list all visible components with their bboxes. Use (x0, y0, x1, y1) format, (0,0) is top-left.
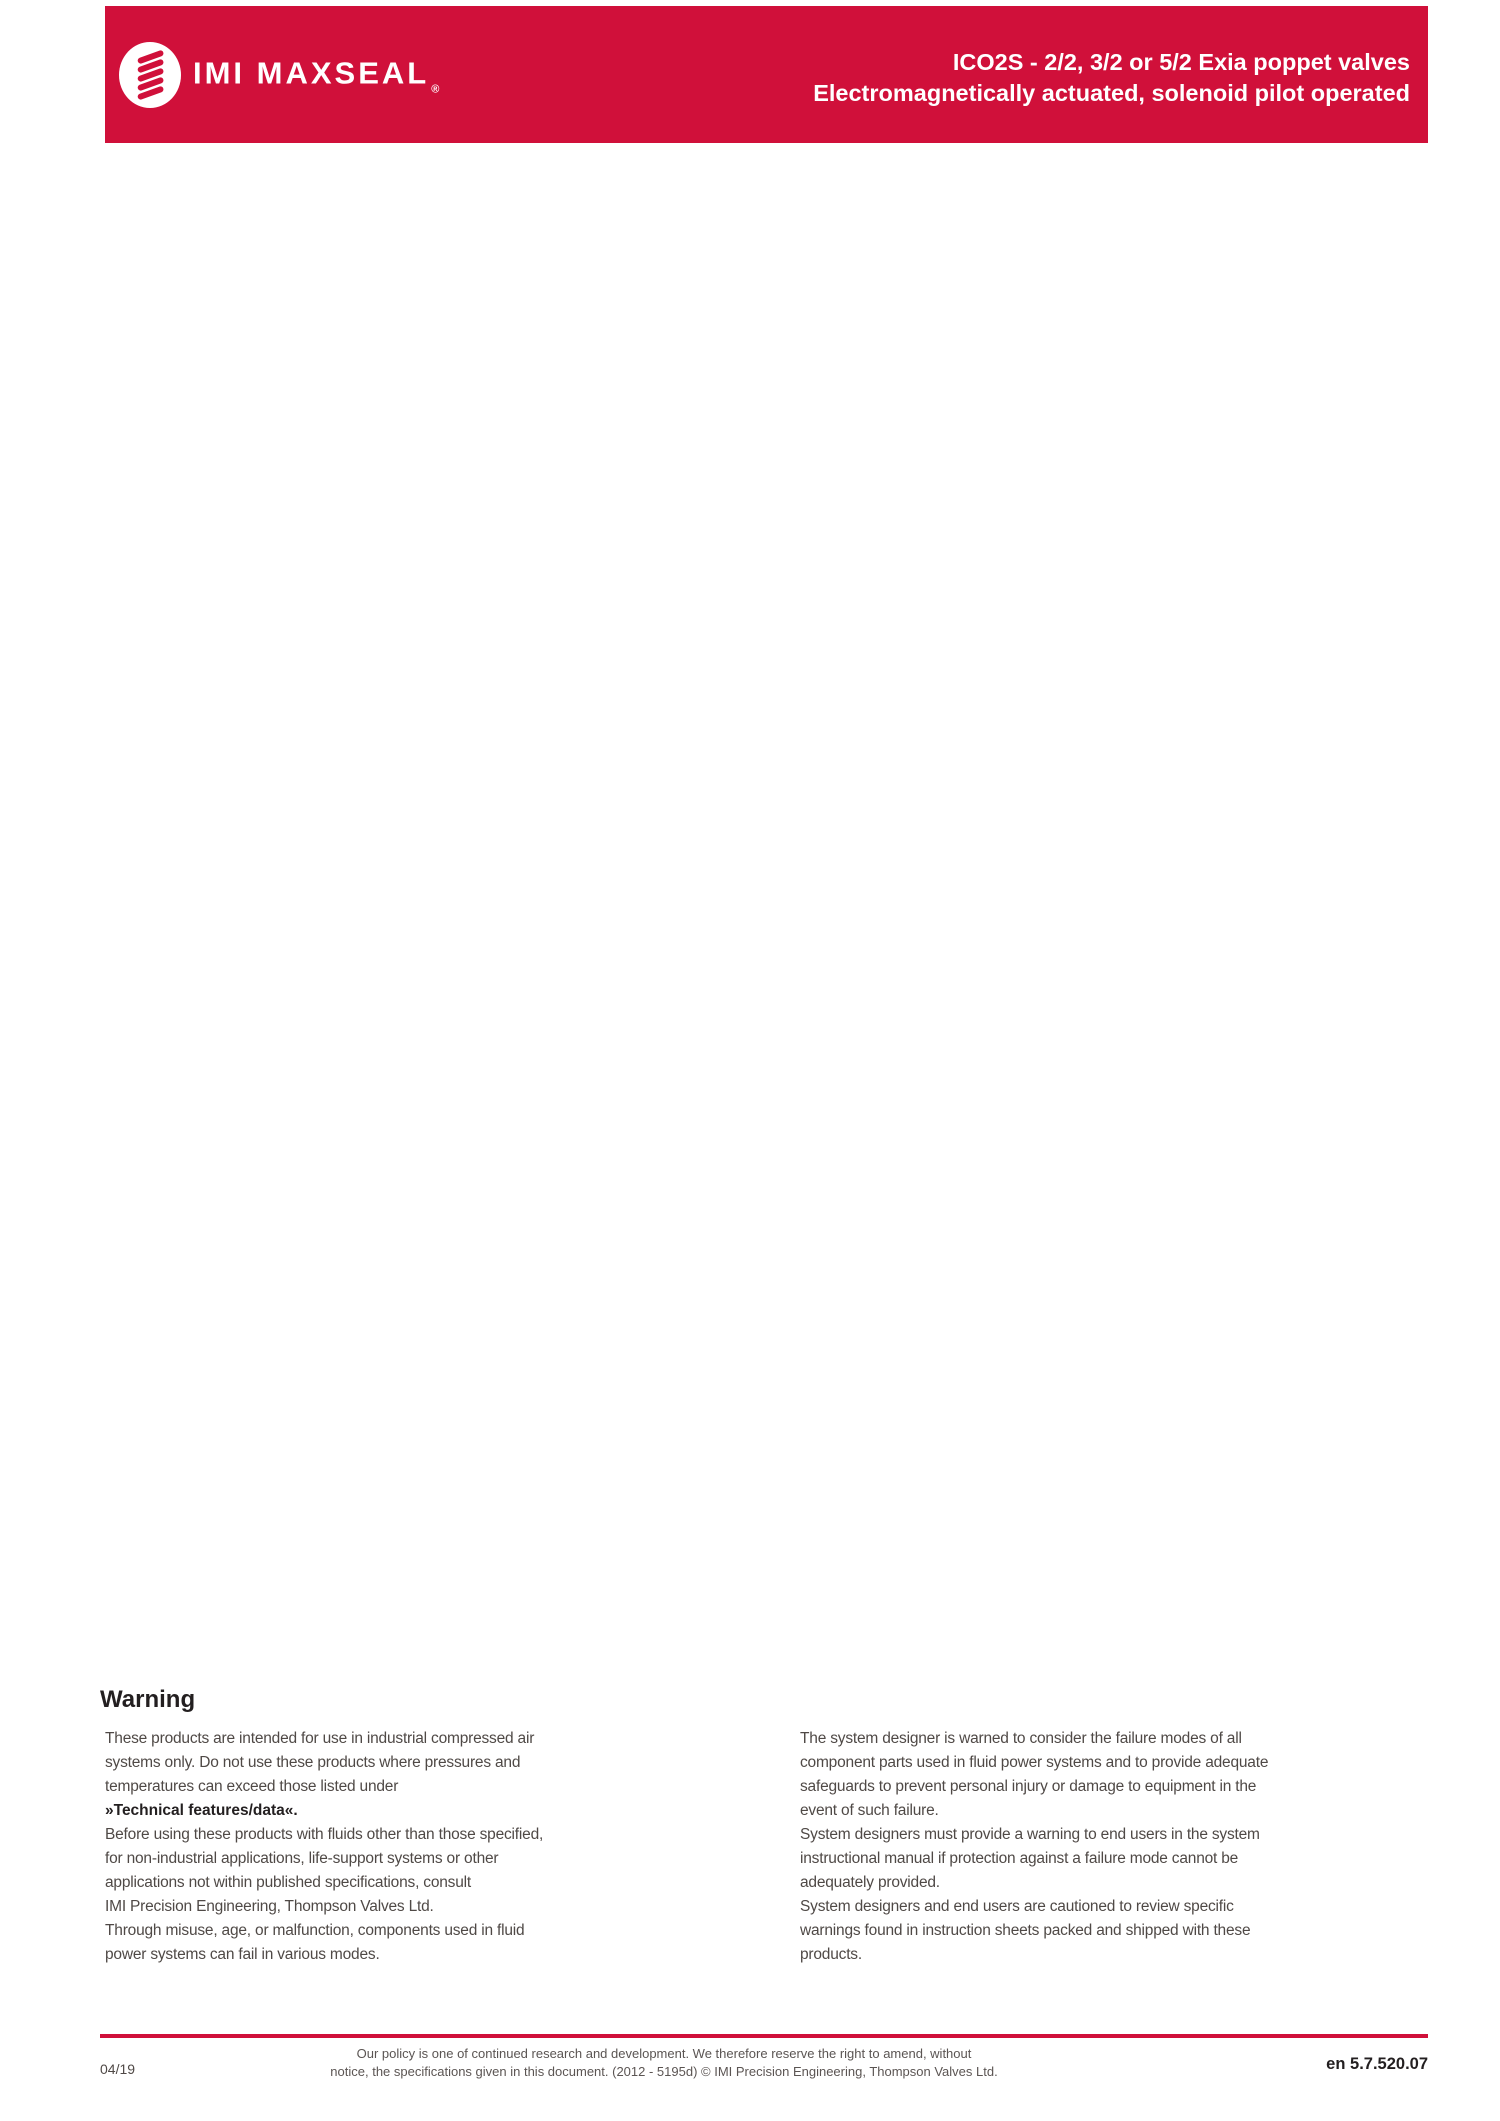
warning-text-line: Through misuse, age, or malfunction, components used in fluid (105, 1922, 525, 1939)
footer-policy-line-1: Our policy is one of continued research and development. We therefore reserve the right to amend, without (356, 2046, 972, 2061)
warning-text-line: event of such failure. (800, 1802, 939, 1819)
title-line-2: Electromagnetically actuated, solenoid pilot operated (813, 80, 1410, 106)
warning-text-line: safeguards to prevent personal injury or damage to equipment in the (800, 1778, 1257, 1795)
warning-heading: Warning (100, 1686, 196, 1713)
warning-text-line: component parts used in fluid power systems and to provide adequate (800, 1754, 1269, 1771)
warning-text-line: System designers must provide a warning to end users in the system (800, 1826, 1260, 1843)
document-title (813, 47, 1410, 109)
footer-policy-line-2: notice, the specifications given in this document. (2012 - 5195d) © IMI Precision Engineering, Thompson Valves Ltd. (330, 2064, 998, 2079)
warning-text-line: for non-industrial applications, life-support systems or other (105, 1850, 499, 1867)
warning-text-line: applications not within published specifications, consult (105, 1874, 471, 1891)
warning-text-line: These products are intended for use in industrial compressed air (105, 1730, 535, 1747)
registered-trademark-symbol: ® (431, 83, 440, 96)
imi-coil-icon (137, 54, 164, 96)
warning-text-line: products. (800, 1946, 862, 1963)
footer (100, 2042, 1428, 2081)
warning-text-line: systems only. Do not use these products where pressures and (105, 1754, 521, 1771)
warning-text-line: temperatures can exceed those listed under (105, 1778, 399, 1795)
footer-divider (100, 2034, 1428, 2038)
warning-left-column (105, 1727, 577, 1967)
warning-text-line: adequately provided. (800, 1874, 940, 1891)
header-banner (105, 6, 1428, 143)
footer-policy-note (230, 2042, 1098, 2081)
footer-date: 04/19 (100, 2061, 136, 2077)
warning-section (100, 1686, 1430, 1967)
imi-logo (119, 42, 181, 108)
footer-document-number: en 5.7.520.07 (1326, 2055, 1428, 2073)
warning-text-line: IMI Precision Engineering, Thompson Valves Ltd. (105, 1898, 434, 1915)
warning-columns (100, 1727, 1430, 1967)
warning-text-line: Before using these products with fluids other than those specified, (105, 1826, 544, 1843)
warning-right-column (800, 1727, 1420, 1967)
warning-text-line: warnings found in instruction sheets packed and shipped with these (800, 1922, 1251, 1939)
warning-text-line: System designers and end users are cautioned to review specific (800, 1898, 1234, 1915)
brand-name (193, 55, 440, 96)
warning-text-line: instructional manual if protection against a failure mode cannot be (800, 1850, 1239, 1867)
warning-text-line: The system designer is warned to consider the failure modes of all (800, 1730, 1242, 1747)
title-line-1: ICO2S - 2/2, 3/2 or 5/2 Exia poppet valves (952, 49, 1410, 75)
warning-text-line-bold: »Technical features/data«. (105, 1802, 298, 1819)
warning-text-line: power systems can fail in various modes. (105, 1946, 380, 1963)
brand-text: IMI MAXSEAL (193, 55, 430, 91)
